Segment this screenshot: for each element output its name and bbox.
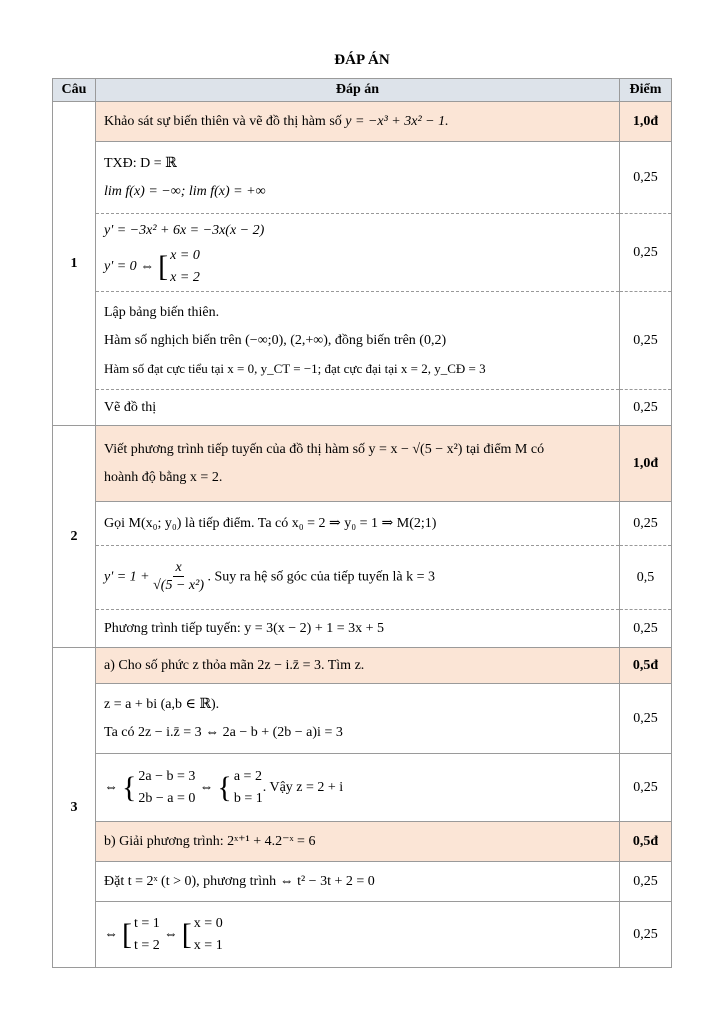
q1-r2-system [104,245,200,289]
q3-b-row-2 [53,902,672,968]
bracket-icon: [ [181,917,192,951]
q1-r1-line2: lim f(x) = −∞; lim f(x) = +∞ [104,183,266,199]
q3-number: 3 [53,648,96,968]
q2-r1-score: 0,25 [620,502,672,546]
q1-r2-lhs: y' = 0 ⇔ [104,258,155,274]
q2-r2-content [96,546,620,610]
q3-b-r2-t1: t = 1 [134,915,160,931]
q1-row-3 [53,292,672,390]
q3-b-score: 0,5đ [620,822,672,862]
q3-a-row-1 [53,684,672,754]
q1-row-2 [53,214,672,292]
q3-b-r2-content [96,902,620,968]
q3-b-r2-t2: t = 2 [134,937,160,953]
q3-a-task-row [53,648,672,684]
q1-r3-line1: Lập bảng biến thiên. [104,304,220,320]
q2-r1-content: Gọi M(x₀; y₀) là tiếp điểm. Ta có x₀ = 2 ⇒ y₀ = 1 ⇒ M(2;1) [96,502,620,546]
q2-r2-denominator: √(5 − x²) [153,578,204,593]
q2-task [96,426,620,502]
q2-row-1 [53,502,672,546]
q3-a-r2-content [96,754,620,822]
q1-number: 1 [53,102,96,426]
q1-row-4 [53,390,672,426]
q3-a-row-2 [53,754,672,822]
q1-r1-score: 0,25 [620,142,672,214]
q3-b-task: b) Giải phương trình: 2ˣ⁺¹ + 4.2⁻ˣ = 6 [96,822,620,862]
q2-task-score: 1,0đ [620,426,672,502]
q3-b-r1-score: 0,25 [620,862,672,902]
bracket-icon: [ [122,917,132,951]
header-cau: Câu [53,79,96,102]
q1-r4-content: Vẽ đồ thị [96,390,620,426]
equivalence-icon: ⇔ [199,779,214,795]
q2-r2-lhs: y' = 1 + [104,569,150,585]
equivalence-icon: ⇔ [104,779,118,795]
q1-r1-content [96,142,620,214]
q1-r3-content [96,292,620,390]
answer-table [52,78,672,968]
q1-r3-score: 0,25 [620,292,672,390]
q2-task-line2: hoành độ bằng x = 2. [104,469,223,485]
q3-b-r1-content: Đặt t = 2ˣ (t > 0), phương trình ⇔ t² − 3t + 2 = 0 [96,862,620,902]
q2-r2-numerator: x [175,560,182,575]
q1-r3-line3: Hàm số đạt cực tiểu tại x = 0, y_CT = −1; đạt cực đại tại x = 2, y_CĐ = 3 [104,360,486,376]
q1-r2-case2: x = 2 [170,269,200,285]
q1-r2-score: 0,25 [620,214,672,292]
q1-r4-score: 0,25 [620,390,672,426]
q1-task-score: 1,0đ [620,102,672,142]
q2-r2-rest: . Suy ra hệ số góc của tiếp tuyến là k = 3 [207,569,436,585]
header-row [53,79,672,102]
q1-r2-case1: x = 0 [170,247,200,263]
q3-b-row-1 [53,862,672,902]
q3-a-r2-eq2: 2b − a = 0 [138,790,196,806]
q3-a-r2-eq1: 2a − b = 3 [138,768,196,784]
q2-r3-score: 0,25 [620,610,672,648]
q2-row-2 [53,546,672,610]
equivalence-icon: ⇔ [163,926,178,942]
header-dap-an: Đáp án [96,79,620,102]
q2-number: 2 [53,426,96,648]
q3-b-task-row [53,822,672,862]
q2-row-3 [53,610,672,648]
q2-task-row [53,426,672,502]
bracket-icon: [ [158,249,169,283]
q2-r2-score: 0,5 [620,546,672,610]
q3-a-r2-sol1: a = 2 [233,768,262,784]
q1-r2-content [96,214,620,292]
header-diem: Điểm [620,79,672,102]
q3-a-r1-score: 0,25 [620,684,672,754]
q3-b-r2-x1: x = 0 [193,915,223,931]
q3-b-r2-system [104,913,223,957]
q3-a-r2-system [104,766,343,810]
q2-r2-fraction [153,560,204,595]
q1-r3-line2: Hàm số nghịch biến trên (−∞;0), (2,+∞), đồng biến trên (0,2) [104,332,447,348]
q1-row-1 [53,142,672,214]
q3-a-r1-line1: z = a + bi (a,b ∈ ℝ). [104,696,220,712]
q2-r3-content: Phương trình tiếp tuyến: y = 3(x − 2) + 1 = 3x + 5 [96,610,620,648]
q3-a-r1-line2: Ta có 2z − i.z̄ = 3 ⇔ 2a − b + (2b − a)i = 3 [104,724,343,740]
q3-a-score: 0,5đ [620,648,672,684]
equivalence-icon: ⇔ [104,926,118,942]
q1-task [96,102,620,142]
q1-r1-line1: TXĐ: D = ℝ [104,155,177,171]
q3-a-r1-content [96,684,620,754]
brace-icon: { [217,770,232,804]
q3-a-r2-rest: . Vậy z = 2 + i [262,779,344,795]
q1-task-row [53,102,672,142]
brace-icon: { [122,770,137,804]
q2-task-line1: Viết phương trình tiếp tuyến của đồ thị hàm số y = x − √(5 − x²) tại điểm M có [104,441,545,457]
q3-b-r2-x2: x = 1 [193,937,223,953]
q1-task-text: Khảo sát sự biến thiên và vẽ đồ thị hàm số [104,113,342,129]
q3-a-r2-score: 0,25 [620,754,672,822]
q1-task-formula: y = −x³ + 3x² − 1. [345,113,449,129]
q3-a-r2-sol2: b = 1 [233,790,263,806]
q1-r2-line1: y' = −3x² + 6x = −3x(x − 2) [104,222,265,238]
q3-b-r2-score: 0,25 [620,902,672,968]
q3-a-task: a) Cho số phức z thỏa mãn 2z − i.z̄ = 3. Tìm z. [96,648,620,684]
page-title: ĐÁP ÁN [334,52,390,68]
